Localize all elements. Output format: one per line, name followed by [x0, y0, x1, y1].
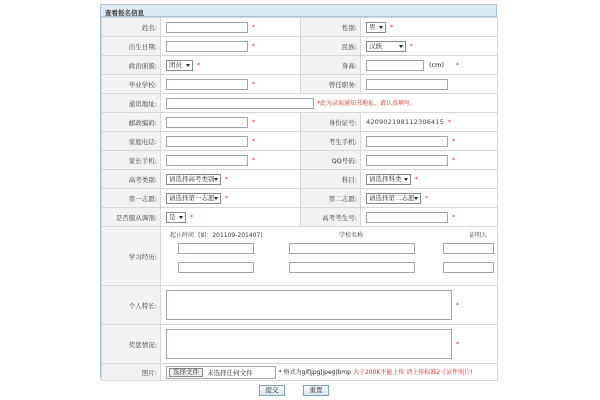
specialty-label: 个人特长:: [102, 286, 161, 325]
required-mark: *: [452, 156, 455, 164]
exam-no-cell: [361, 208, 498, 227]
chevron-down-icon: [379, 26, 383, 29]
chevron-down-icon: [214, 178, 218, 181]
home-phone-input[interactable]: [166, 136, 248, 147]
table-row: [102, 189, 498, 208]
ethnicity-select[interactable]: [366, 41, 406, 52]
student-mobile-label: 考生手机:: [301, 132, 361, 151]
address-cell: [161, 94, 498, 113]
study-col-time: 起止时间: [170, 232, 195, 239]
exam-no-input[interactable]: [366, 212, 448, 223]
choice2-label: 第二志愿:: [301, 189, 361, 208]
position-input[interactable]: [366, 79, 448, 90]
exam-type-cell: [161, 170, 301, 189]
exam-type-select[interactable]: [166, 174, 221, 185]
qq-input[interactable]: [366, 155, 448, 166]
ethnicity-label: 民族:: [301, 37, 361, 56]
chevron-down-icon: [414, 197, 418, 200]
school-cell: [161, 75, 301, 94]
chevron-down-icon: [399, 45, 403, 48]
photo-cell: [161, 364, 498, 381]
required-mark: *: [252, 118, 255, 126]
required-mark: *: [190, 213, 193, 221]
photo-size-hint: 大于200K不能上传 请上传标准2寸证件照片!: [352, 369, 473, 376]
required-mark: *: [456, 301, 459, 309]
table-row: [102, 113, 498, 132]
id-card-value: 420902198112306415: [366, 118, 445, 126]
table-row: [102, 286, 498, 325]
required-mark: *: [252, 42, 255, 50]
qq-cell: [361, 151, 498, 170]
postcode-input[interactable]: [166, 117, 248, 128]
politics-cell: [161, 56, 301, 75]
required-mark: *: [452, 213, 455, 221]
name-label: 姓名:: [102, 18, 161, 37]
exam-type-value: 请选择高考类别: [169, 174, 215, 183]
form-header: [101, 5, 496, 17]
photo-format-hint: * 格式为gif|jpg|jpeg|bmp: [278, 369, 351, 376]
file-status: 未选择任何文件: [207, 368, 253, 377]
study-witness-input-2[interactable]: [443, 262, 494, 273]
second-choice-select[interactable]: [366, 193, 421, 204]
awards-label: 奖惩情况:: [102, 325, 161, 364]
chevron-down-icon: [214, 197, 218, 200]
required-mark: *: [252, 137, 255, 145]
study-witness-input-1[interactable]: [443, 243, 494, 254]
second-choice-value: 请选择第二志愿: [369, 193, 415, 202]
required-mark: *: [252, 156, 255, 164]
birth-cell: [161, 37, 301, 56]
chevron-down-icon: [404, 178, 408, 181]
student-mobile-cell: [361, 132, 498, 151]
choice1-cell: [161, 189, 301, 208]
required-mark: *: [415, 175, 418, 183]
home-phone-cell: [161, 132, 301, 151]
position-label: 曾任职务:: [301, 75, 361, 94]
choose-file-button[interactable]: 选择文件: [169, 368, 203, 377]
required-mark: *: [252, 23, 255, 31]
height-unit: (cm): [429, 61, 444, 69]
study-col-time-hint: (如：201109-201407): [198, 232, 263, 239]
choice1-label: 第一志愿:: [102, 189, 161, 208]
awards-cell: [161, 325, 498, 364]
study-cell: [161, 227, 498, 286]
height-input[interactable]: [366, 60, 424, 71]
parent-mobile-cell: [161, 151, 301, 170]
politics-label: 政治面貌:: [102, 56, 161, 75]
specialty-cell: [161, 286, 498, 325]
ethnicity-value: 汉族: [369, 41, 382, 50]
required-mark: *: [252, 80, 255, 88]
height-label: 身高:: [301, 56, 361, 75]
chevron-down-icon: [186, 64, 190, 67]
subject-value: 请选择科类: [369, 174, 402, 183]
table-row: [102, 325, 498, 364]
name-input[interactable]: [166, 22, 248, 33]
table-row: [102, 364, 498, 381]
first-choice-value: 请选择第一志愿: [169, 193, 215, 202]
gender-label: 性别:: [301, 18, 361, 37]
home-phone-label: 家庭电话:: [102, 132, 161, 151]
id-card-cell: [361, 113, 498, 132]
politics-value: 团员: [169, 60, 182, 69]
adjust-label: 是否服从调剂:: [102, 208, 161, 227]
address-input[interactable]: [166, 98, 314, 109]
school-label: 毕业学校:: [102, 75, 161, 94]
student-mobile-input[interactable]: [366, 136, 448, 147]
address-label: 通讯地址:: [102, 94, 161, 113]
id-card-label: 身份证号:: [301, 113, 361, 132]
gender-value: 男: [369, 22, 376, 31]
birth-label: 出生日期:: [102, 37, 161, 56]
registration-table: [101, 17, 498, 381]
required-mark: *: [455, 61, 459, 69]
height-cell: [361, 56, 498, 75]
required-mark: *: [448, 118, 452, 126]
gender-cell: [361, 18, 498, 37]
registration-form-panel: [100, 4, 497, 378]
study-grid: [161, 227, 498, 285]
birth-date-input[interactable]: [166, 41, 248, 52]
file-picker: [166, 366, 276, 379]
table-row: [102, 94, 498, 113]
qq-label: QQ号码:: [301, 151, 361, 170]
choice2-cell: [361, 189, 498, 208]
table-row: [102, 75, 498, 94]
required-mark: *: [456, 340, 459, 348]
study-label: 学习经历:: [102, 227, 161, 286]
exam-type-label: 高考类别:: [102, 170, 161, 189]
address-note: *此为录取通知书地址，请认真填写。: [317, 100, 417, 107]
parent-mobile-input[interactable]: [166, 155, 248, 166]
name-cell: [161, 18, 301, 37]
photo-label: 照片:: [102, 364, 161, 381]
table-row: [102, 227, 498, 286]
position-cell: [361, 75, 498, 94]
reset-button[interactable]: 重置: [303, 385, 329, 396]
specialty-textarea[interactable]: [166, 290, 452, 320]
subject-label: 科目:: [301, 170, 361, 189]
exam-no-label: 高考考生号:: [301, 208, 361, 227]
chevron-down-icon: [179, 216, 183, 219]
study-school-input-2[interactable]: [289, 262, 415, 273]
table-row: [102, 170, 498, 189]
adjust-cell: [161, 208, 301, 227]
required-mark: *: [225, 194, 228, 202]
table-row: [102, 18, 498, 37]
adjust-select[interactable]: [166, 212, 186, 223]
parent-mobile-label: 家长手机:: [102, 151, 161, 170]
study-col-school: 学校名称: [339, 232, 364, 239]
table-row: [102, 151, 498, 170]
table-row: [102, 132, 498, 151]
required-mark: *: [197, 61, 200, 69]
politics-select[interactable]: [166, 60, 193, 71]
subject-cell: [361, 170, 498, 189]
required-mark: *: [425, 194, 428, 202]
first-choice-select[interactable]: [166, 193, 221, 204]
awards-textarea[interactable]: [166, 329, 452, 359]
required-mark: *: [452, 137, 455, 145]
required-mark: *: [225, 175, 228, 183]
table-row: [102, 56, 498, 75]
required-mark: *: [410, 42, 413, 50]
subject-select[interactable]: [366, 174, 411, 185]
gender-select[interactable]: [366, 22, 386, 33]
table-row: [102, 208, 498, 227]
study-time-input-2[interactable]: [178, 262, 254, 273]
postcode-cell: [161, 113, 301, 132]
submit-button[interactable]: 提交: [259, 385, 285, 396]
adjust-value: 是: [169, 212, 176, 221]
study-school-input-1[interactable]: [289, 243, 415, 254]
study-col-witness: 证明人: [469, 232, 488, 239]
form-title: 查看报名信息: [105, 9, 144, 17]
school-input[interactable]: [166, 79, 248, 90]
table-row: [102, 37, 498, 56]
postcode-label: 邮政编码:: [102, 113, 161, 132]
ethnicity-cell: [361, 37, 498, 56]
study-time-input-1[interactable]: [178, 243, 254, 254]
required-mark: *: [390, 23, 393, 31]
